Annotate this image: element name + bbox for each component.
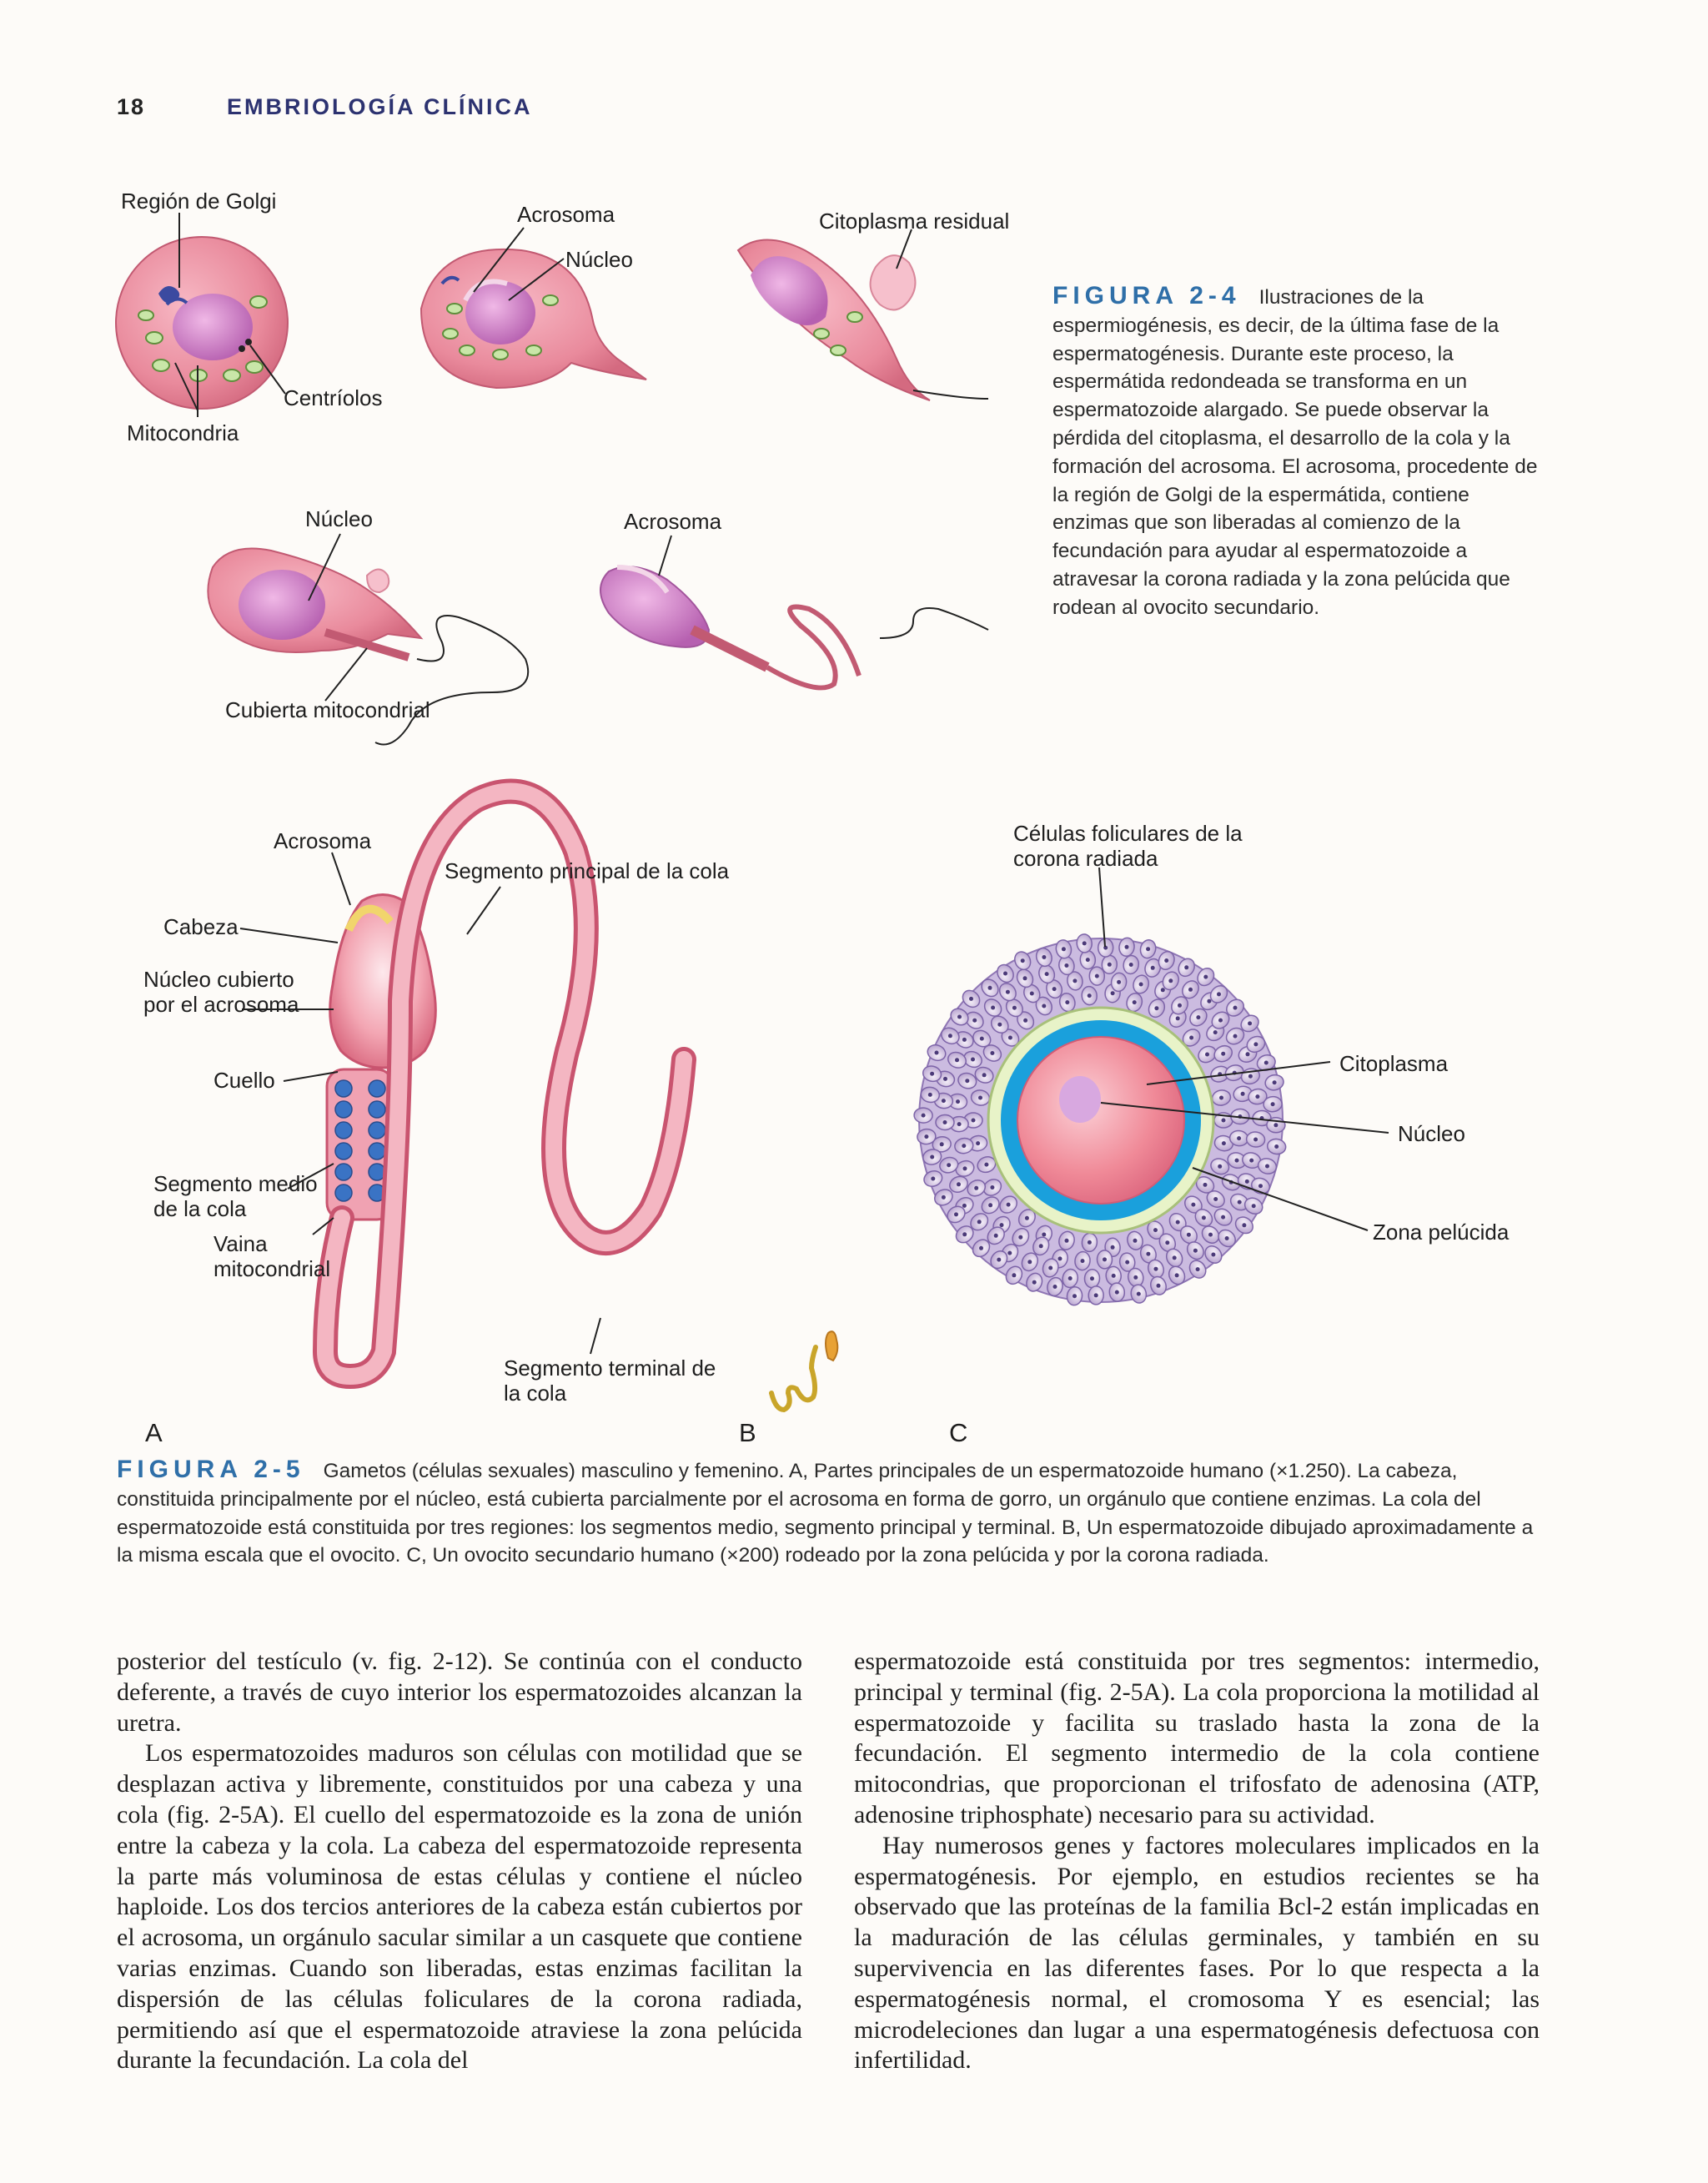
follicle-cell-nucleus: [1193, 1249, 1198, 1253]
spermatid-residual-cytoplasm: [738, 229, 988, 400]
follicle-cell-nucleus: [1208, 1233, 1213, 1237]
follicle-cell-nucleus: [1242, 1223, 1246, 1227]
follicle-cell-nucleus: [1203, 1183, 1208, 1187]
spermatozoon-nearly-mature: [600, 536, 988, 688]
follicle-cell-nucleus: [1090, 1276, 1094, 1280]
label-cuello: Cuello: [214, 1068, 275, 1093]
follicle-cell-nucleus: [1233, 1034, 1238, 1039]
follicle-cell-nucleus: [1133, 1000, 1137, 1004]
follicle-cell-nucleus: [1241, 1092, 1245, 1096]
follicle-cell-nucleus: [1233, 1006, 1238, 1010]
follicle-cell-nucleus: [1258, 1184, 1263, 1188]
follicle-cell-nucleus: [1222, 1119, 1226, 1123]
follicle-cell-nucleus: [1007, 1203, 1011, 1207]
follicle-cell-nucleus: [962, 1038, 967, 1042]
label-nucleo-cubierto: Núcleo cubierto por el acrosoma: [143, 967, 299, 1017]
follicle-cell-nucleus: [1012, 1273, 1016, 1277]
follicle-cell-nucleus: [942, 1099, 946, 1103]
follicle-cell-nucleus: [1137, 1292, 1141, 1296]
follicle-cell-nucleus: [1221, 1052, 1225, 1056]
follicle-cell-nucleus: [1062, 947, 1066, 951]
follicle-cell-nucleus: [1125, 945, 1129, 949]
follicle-cell-nucleus: [957, 1122, 962, 1126]
follicle-cell-nucleus: [1178, 1003, 1182, 1008]
figure-2-4-caption-text: Ilustraciones de la espermiogénesis, es decir, de la última fase de la espermatogénesis. Durante este proceso, la espermátida redondeada se transforma en un espermatozoide alargado. Se puede observar la pérdida del citoplasma, el desarrollo de la cola y la formación del acrosoma. El acrosoma, procedente de la región de Golgi de la espermátida, contiene enzimas que son liberadas al comienzo de la fecundación para ayudar al espermatozoide a atravesar la corona radiada y la zona pelúcida que rodean al ovocito secundario.: [1052, 286, 1538, 619]
figure-2-4-label: FIGURA 2-4: [1052, 282, 1241, 309]
follicle-cell-nucleus: [1146, 1252, 1150, 1256]
follicle-cell-nucleus: [1173, 1255, 1177, 1260]
label-nucleo-2: Núcleo: [305, 506, 373, 531]
label-cubierta-mitocondrial: Cubierta mitocondrial: [225, 697, 430, 722]
follicle-cell-nucleus: [1083, 941, 1087, 945]
follicle-cell-nucleus: [1108, 963, 1112, 967]
label-celulas-foliculares: Células foliculares de la corona radiada: [1013, 821, 1243, 871]
follicle-cell-nucleus: [1006, 990, 1010, 994]
follicle-cell-nucleus: [957, 1015, 962, 1019]
label-acrosoma-2: Acrosoma: [624, 509, 722, 534]
follicle-cell-nucleus: [1248, 1074, 1253, 1079]
follicle-cell-nucleus: [1032, 1280, 1037, 1285]
follicle-cell-nucleus: [1042, 1004, 1046, 1009]
follicle-cell-nucleus: [1248, 1021, 1252, 1025]
follicle-cell-nucleus: [962, 1204, 967, 1208]
follicle-cell-nucleus: [1218, 1019, 1223, 1023]
follicle-cell-nucleus: [1042, 955, 1046, 959]
follicle-cell-nucleus: [1129, 963, 1133, 967]
follicle-cell-nucleus: [1273, 1123, 1278, 1127]
follicle-cell-nucleus: [997, 1023, 1002, 1027]
follicle-cell-nucleus: [1042, 1233, 1046, 1237]
follicle-cell-nucleus: [1003, 972, 1007, 976]
follicle-cell-nucleus: [930, 1155, 934, 1159]
follicle-cell-nucleus: [1053, 1285, 1057, 1289]
follicle-cell-nucleus: [928, 1093, 932, 1097]
follicle-cell-nucleus: [1073, 978, 1077, 983]
follicle-cell-nucleus: [956, 1099, 960, 1104]
oocyte-diagram-c: [914, 868, 1389, 1306]
label-golgi: Región de Golgi: [121, 189, 277, 214]
follicle-cell-nucleus: [1133, 1275, 1138, 1280]
follicle-cell-nucleus: [963, 1166, 967, 1170]
follicle-cell-nucleus: [991, 1006, 995, 1010]
follicle-cell-nucleus: [1218, 1164, 1222, 1169]
follicle-cell-nucleus: [1007, 1251, 1012, 1255]
follicle-cell-nucleus: [1165, 1240, 1169, 1245]
panel-letter-c: C: [949, 1418, 968, 1447]
figure-2-5-label: FIGURA 2-5: [117, 1456, 305, 1483]
spermatid-round: [116, 213, 288, 417]
follicle-cell-nucleus: [1117, 980, 1121, 984]
figure-2-5-caption: [117, 1456, 1540, 1570]
follicle-cell-nucleus: [1205, 1053, 1209, 1057]
follicle-cell-nucleus: [969, 997, 973, 1001]
follicle-cell-nucleus: [1039, 1244, 1043, 1248]
label-zona-pelucida: Zona pelúcida: [1373, 1220, 1510, 1245]
follicle-cell-nucleus: [1213, 1030, 1218, 1034]
follicle-cell-nucleus: [1133, 1239, 1138, 1243]
follicle-cell-nucleus: [1191, 1203, 1195, 1207]
label-citoplasma-residual: Citoplasma residual: [819, 209, 1010, 234]
follicle-cell-nucleus: [1045, 972, 1049, 976]
panel-letter-a: A: [145, 1418, 163, 1447]
follicle-cell-nucleus: [1081, 1259, 1085, 1263]
follicle-cell-nucleus: [972, 1019, 977, 1023]
follicle-cell-nucleus: [1154, 1267, 1158, 1271]
follicle-cell-nucleus: [1111, 991, 1115, 995]
label-segmento-medio: Segmento medio de la cola: [153, 1171, 318, 1221]
follicle-cell-nucleus: [990, 1185, 994, 1190]
follicle-cell-nucleus: [1157, 1284, 1161, 1288]
label-citoplasma: Citoplasma: [1339, 1051, 1449, 1076]
label-cabeza: Cabeza: [163, 914, 239, 939]
follicle-cell-nucleus: [943, 1077, 947, 1081]
follicle-cell-nucleus: [971, 1058, 975, 1062]
follicle-cell-nucleus: [1252, 1204, 1256, 1208]
follicle-cell-nucleus: [1196, 1267, 1200, 1271]
follicle-cell-nucleus: [1021, 958, 1025, 963]
follicle-cell-nucleus: [1255, 1094, 1259, 1099]
follicle-cell-nucleus: [1196, 1015, 1200, 1019]
follicle-cell-nucleus: [1151, 966, 1155, 970]
label-segmento-terminal: Segmento terminal de la cola: [504, 1356, 716, 1406]
follicle-cell-nucleus: [1237, 1136, 1241, 1140]
follicle-cell-nucleus: [1164, 958, 1168, 963]
follicle-cell-nucleus: [1211, 1253, 1215, 1257]
follicle-cell-nucleus: [1088, 993, 1092, 998]
follicle-cell-nucleus: [1253, 1042, 1258, 1046]
follicle-cell-nucleus: [980, 1037, 984, 1041]
follicle-cell-nucleus: [976, 1141, 980, 1145]
follicle-cell-nucleus: [1023, 976, 1027, 980]
follicle-cell-nucleus: [1245, 1180, 1249, 1184]
follicle-cell-nucleus: [1213, 1197, 1218, 1201]
paragraph: Los espermatozoides maduros son células con motilidad que se desplazan activa y libremente, constituidos por una cabeza y una cola (fig. 2-5A). El cuello del espermatozoide es la zona de unión entre la cabeza y la cola. La cabeza del espermatozoide representa la parte más voluminosa de estas células y contiene el núcleo haploide. Los dos tercios anteriores de la cabeza están cubiertos por el acrosoma, un orgánulo sacular similar a un casquete que contiene varias enzimas. Cuando son liberadas, estas enzimas facilitan la dispersión de las células foliculares de la corona radiada, permitiendo así que el espermatozoide atraviese la zona pelúcida durante la fecundación. La cola del: [117, 1739, 802, 2075]
label-segmento-principal: Segmento principal de la cola: [445, 858, 730, 883]
panel-letter-b: B: [739, 1418, 756, 1447]
follicle-cell-nucleus: [1125, 1260, 1129, 1265]
follicle-cell-nucleus: [1271, 1102, 1275, 1106]
follicle-cell-nucleus: [954, 1212, 958, 1216]
body-column-right: [854, 1647, 1540, 2076]
follicle-cell-nucleus: [930, 1072, 934, 1076]
follicle-cell-nucleus: [1064, 963, 1068, 968]
label-mitocondria: Mitocondria: [127, 420, 239, 445]
follicle-cell-nucleus: [982, 1073, 987, 1077]
follicle-cell-nucleus: [1203, 975, 1208, 979]
label-nucleo: Núcleo: [1398, 1121, 1465, 1146]
follicle-cell-nucleus: [1000, 1223, 1004, 1227]
follicle-cell-nucleus: [931, 1177, 935, 1181]
follicle-cell-nucleus: [1103, 1257, 1107, 1261]
follicle-cell-nucleus: [974, 1186, 978, 1190]
follicle-cell-nucleus: [1025, 1216, 1029, 1220]
follicle-cell-nucleus: [1146, 947, 1150, 951]
follicle-cell-nucleus: [1073, 1294, 1077, 1298]
follicle-cell-nucleus: [978, 1096, 982, 1100]
follicle-cell-nucleus: [1246, 1052, 1250, 1056]
follicle-cell-nucleus: [1030, 992, 1034, 996]
follicle-cell-nucleus: [943, 1120, 947, 1124]
follicle-cell-nucleus: [972, 1119, 976, 1123]
follicle-cell-nucleus: [1088, 1240, 1092, 1245]
follicle-cell-nucleus: [1153, 1228, 1158, 1232]
follicle-cell-nucleus: [1238, 1200, 1242, 1205]
follicle-cell-nucleus: [955, 1058, 959, 1062]
follicle-cell-nucleus: [1249, 1159, 1253, 1163]
follicle-cell-nucleus: [1058, 1256, 1062, 1260]
label-nucleo-1: Núcleo: [565, 247, 633, 272]
follicle-cell-nucleus: [1065, 1000, 1069, 1004]
follicle-cell-nucleus: [935, 1051, 939, 1055]
follicle-cell-nucleus: [1253, 1138, 1258, 1142]
follicle-cell-nucleus: [1111, 1245, 1115, 1250]
follicle-cell-nucleus: [1018, 1235, 1022, 1240]
running-title: EMBRIOLOGÍA CLÍNICA: [227, 94, 533, 119]
follicle-cell-nucleus: [1023, 1019, 1027, 1023]
follicle-cell-nucleus: [990, 1051, 994, 1055]
follicle-cell-nucleus: [1273, 1080, 1277, 1084]
follicle-cell-nucleus: [1274, 1144, 1278, 1149]
follicle-cell-nucleus: [1264, 1061, 1268, 1065]
follicle-cell-nucleus: [1094, 1293, 1098, 1297]
follicle-cell-nucleus: [977, 1220, 982, 1224]
follicle-cell-nucleus: [984, 1163, 988, 1167]
sperm-diagram-b: [771, 1331, 837, 1410]
follicle-cell-nucleus: [1219, 1096, 1223, 1100]
page-number: 18: [117, 94, 146, 119]
label-acrosoma-1: Acrosoma: [517, 202, 615, 227]
follicle-cell-nucleus: [994, 1234, 998, 1238]
follicle-cell-nucleus: [1115, 1290, 1119, 1295]
follicle-cell-nucleus: [1154, 1006, 1158, 1010]
follicle-cell-nucleus: [988, 986, 992, 990]
paragraph: posterior del testículo (v. fig. 2-12). Se continúa con el conducto deferente, a través de cuyo interior los espermatozoides alcanzan la uretra.: [117, 1647, 802, 1737]
follicle-cell-nucleus: [1112, 1274, 1116, 1278]
follicle-cell-nucleus: [1052, 987, 1057, 991]
follicle-cell-nucleus: [965, 1079, 969, 1083]
follicle-cell-nucleus: [1202, 1215, 1206, 1220]
follicle-cell-nucleus: [957, 1182, 961, 1186]
follicle-cell-nucleus: [1176, 1220, 1180, 1225]
follicle-cell-nucleus: [1265, 1164, 1269, 1169]
follicle-cell-nucleus: [1225, 1236, 1229, 1240]
follicle-cell-nucleus: [962, 1144, 966, 1148]
label-acrosoma-a: Acrosoma: [274, 828, 372, 853]
follicle-cell-nucleus: [1184, 965, 1188, 969]
follicle-cell-nucleus: [1175, 1273, 1179, 1277]
follicle-cell-nucleus: [1068, 1276, 1073, 1280]
paragraph: espermatozoide está constituida por tres segmentos: intermedio, principal y terminal (fig. 2-5A). La cola proporciona la motilidad al espermatozoide y facilita su traslado hasta la zona de la fecundación. El segmento intermedio de la cola contiene mitocondrias, que proporcionan el trifosfato de adenosina (ATP, adenosine triphosphate) necesario para su actividad.: [854, 1647, 1540, 1828]
figure-2-5-caption-text: Gametos (células sexuales) masculino y femenino. A, Partes principales de un espermatozoide humano (×1.250). La cabeza, constituida principalmente por el núcleo, está cubierta parcialmente por el acrosoma en forma de gorro, un orgánulo que contiene enzimas. La cola del espermatozoide está constituida por tres regiones: los segmentos medio, segmento principal y terminal. B, Un espermatozoide dibujado aproximadamente a la misma escala que el ovocito. C, Un ovocito secundario humano (×200) rodeado por la zona pelúcida y por la corona radiada.: [117, 1460, 1534, 1567]
follicle-cell-nucleus: [922, 1114, 926, 1118]
follicle-cell-nucleus: [1065, 1239, 1069, 1243]
follicle-cell-nucleus: [1095, 974, 1099, 978]
follicle-cell-nucleus: [1221, 1215, 1225, 1220]
follicle-cell-nucleus: [988, 1203, 992, 1207]
follicle-cell-nucleus: [1139, 983, 1143, 987]
follicle-cell-nucleus: [1222, 1141, 1226, 1145]
follicle-cell-nucleus: [1235, 1159, 1239, 1163]
follicle-cell-nucleus: [1176, 1016, 1180, 1020]
follicle-cell-nucleus: [1027, 1260, 1032, 1264]
follicle-cell-nucleus: [1086, 958, 1090, 962]
figure-2-4-caption: [1052, 282, 1539, 622]
follicle-cell-nucleus: [948, 1034, 952, 1038]
follicle-cell-nucleus: [1161, 988, 1165, 992]
follicle-cell-nucleus: [1207, 999, 1211, 1003]
follicle-cell-nucleus: [940, 1142, 944, 1146]
follicle-cell-nucleus: [947, 1163, 951, 1167]
follicle-cell-nucleus: [1217, 992, 1221, 996]
follicle-cell-nucleus: [1048, 1266, 1052, 1270]
follicle-cell-nucleus: [924, 1134, 928, 1139]
follicle-cell-nucleus: [1012, 1006, 1017, 1010]
follicle-cell-nucleus: [1187, 1233, 1191, 1237]
follicle-cell-nucleus: [962, 1232, 967, 1236]
follicle-cell-nucleus: [942, 1195, 946, 1200]
follicle-cell-nucleus: [1168, 978, 1173, 983]
follicle-cell-nucleus: [1189, 1036, 1193, 1040]
follicle-cell-nucleus: [1188, 988, 1193, 992]
follicle-cell-nucleus: [997, 1258, 1001, 1262]
follicle-cell-nucleus: [1008, 1036, 1012, 1040]
body-column-left: [117, 1647, 802, 2076]
label-centriolos: Centríolos: [284, 385, 383, 410]
paragraph: Hay numerosos genes y factores moleculares implicados en la espermatogénesis. Por ejemplo, en estudios recientes se ha observado que las proteínas de la familia Bcl-2 están implicadas en la maduración de las células germinales, y también en su supervivencia en las diferentes fases. Por lo que respecta a la espermatogénesis normal, el cromosoma Y es esencial; las microdeleciones dan lugar a una espermatogénesis defectuosa con infertilidad.: [854, 1831, 1540, 2075]
label-vaina-mitocondrial: Vaina mitocondrial: [214, 1231, 331, 1281]
follicle-cell-nucleus: [979, 1246, 983, 1250]
